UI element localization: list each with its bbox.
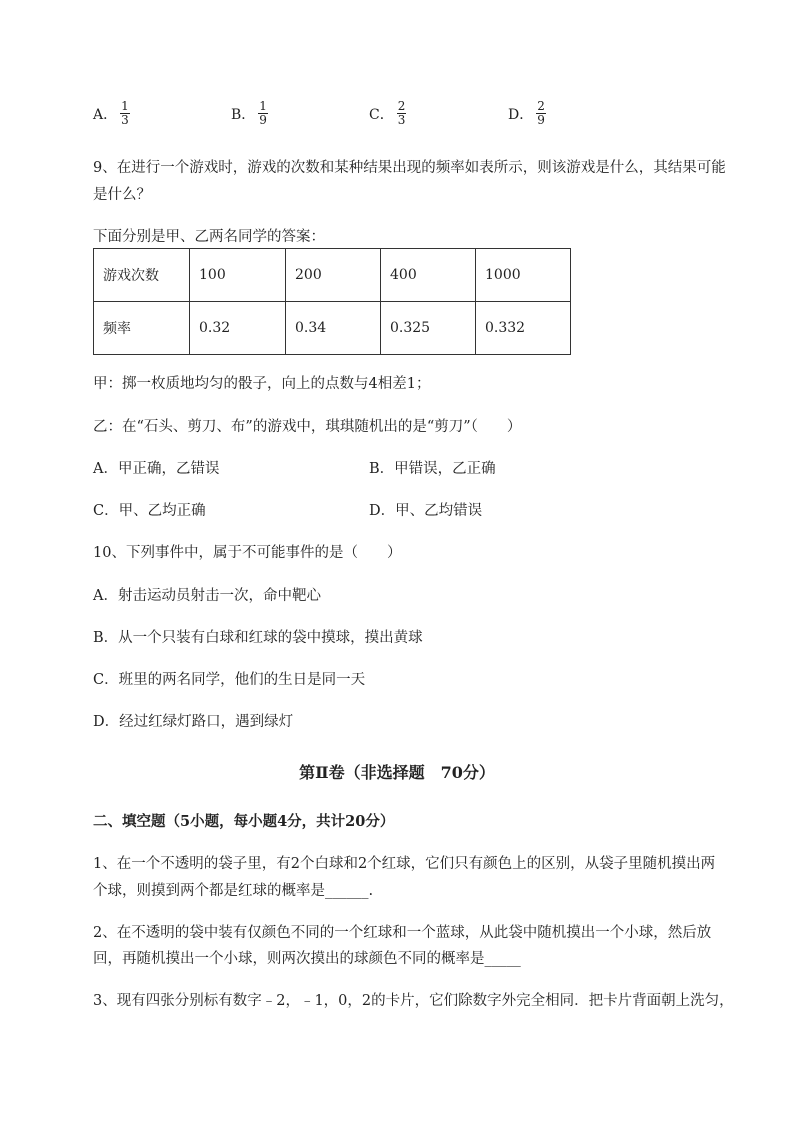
table-cell: 200 xyxy=(286,249,381,302)
option-b xyxy=(231,100,268,127)
q10-option-d: D．经过红绿灯路口，遇到绿灯 xyxy=(93,714,294,730)
table-row xyxy=(94,249,571,302)
q9-intro: 下面分别是甲、乙两名同学的答案： xyxy=(93,229,325,245)
fill-q3-line1: 3、现有四张分别标有数字﹣2，﹣1，0，2的卡片，它们除数字外完全相同．把卡片背面朝上洗匀， xyxy=(93,993,734,1009)
table-cell: 100 xyxy=(190,249,286,302)
fill-q1-line2: 个球，则摸到两个都是红球的概率是______. xyxy=(93,883,374,899)
fill-q1-line1: 1、在一个不透明的袋子里，有2个白球和2个红球，它们只有颜色上的区别，从袋子里随机摸出两 xyxy=(93,856,716,872)
option-label: A． xyxy=(93,106,118,123)
fraction xyxy=(120,100,130,127)
denominator: 9 xyxy=(259,113,267,127)
denominator: 3 xyxy=(397,113,406,127)
table-cell: 游戏次数 xyxy=(94,249,190,302)
part2-title: 第Ⅱ卷（非选择题 70分） xyxy=(299,763,495,782)
frequency-table xyxy=(93,248,571,355)
q9-stem-line1: 9、在进行一个游戏时，游戏的次数和某种结果出现的频率如表所示，则该游戏是什么，其结果可能 xyxy=(93,160,726,176)
fill-q2-line2: 回，再随机摸出一个小球，则两次摸出的球颜色不同的概率是_____ xyxy=(93,951,521,967)
denominator: 9 xyxy=(537,113,545,127)
q9-option-b: B．甲错误，乙正确 xyxy=(369,461,496,477)
table-row xyxy=(94,302,571,355)
q9-option-c: C．甲、乙均正确 xyxy=(93,503,206,519)
denominator: 3 xyxy=(121,113,129,127)
option-c xyxy=(369,100,406,127)
q9-option-a: A．甲正确，乙错误 xyxy=(93,461,220,477)
q9-stem-line2: 是什么？ xyxy=(93,187,151,203)
fill-q2-line1: 2、在不透明的袋中装有仅颜色不同的一个红球和一个蓝球，从此袋中随机摸出一个小球，然后放 xyxy=(93,925,712,941)
option-d xyxy=(508,100,546,127)
q9-yi: 乙：在“石头、剪刀、布”的游戏中，琪琪随机出的是“剪刀”（ ） xyxy=(93,419,522,435)
numerator: 2 xyxy=(397,99,406,113)
numerator: 1 xyxy=(121,99,129,113)
option-a xyxy=(93,100,130,127)
section-heading: 二、填空题（5小题，每小题4分，共计20分） xyxy=(93,813,395,830)
fraction xyxy=(397,100,407,127)
table-cell: 0.332 xyxy=(476,302,571,355)
q10-option-b: B．从一个只装有白球和红球的袋中摸球，摸出黄球 xyxy=(93,630,423,646)
q9-jia: 甲：掷一枚质地均匀的骰子，向上的点数与4相差1； xyxy=(93,376,431,392)
q9-option-d: D．甲、乙均错误 xyxy=(369,503,483,519)
q10-option-a: A．射击运动员射击一次，命中靶心 xyxy=(93,588,321,604)
table-cell: 1000 xyxy=(476,249,571,302)
fraction xyxy=(536,100,546,127)
table-cell: 400 xyxy=(381,249,476,302)
table-cell: 频率 xyxy=(94,302,190,355)
option-label: B． xyxy=(231,106,256,123)
numerator: 1 xyxy=(259,99,267,113)
numerator: 2 xyxy=(537,99,545,113)
q10-stem: 10、下列事件中，属于不可能事件的是（ ） xyxy=(93,545,402,561)
table-cell: 0.32 xyxy=(190,302,286,355)
table-cell: 0.325 xyxy=(381,302,476,355)
option-label: D． xyxy=(508,106,534,123)
fraction xyxy=(258,100,268,127)
table-cell: 0.34 xyxy=(286,302,381,355)
option-label: C． xyxy=(369,106,394,123)
q10-option-c: C．班里的两名同学，他们的生日是同一天 xyxy=(93,672,366,688)
